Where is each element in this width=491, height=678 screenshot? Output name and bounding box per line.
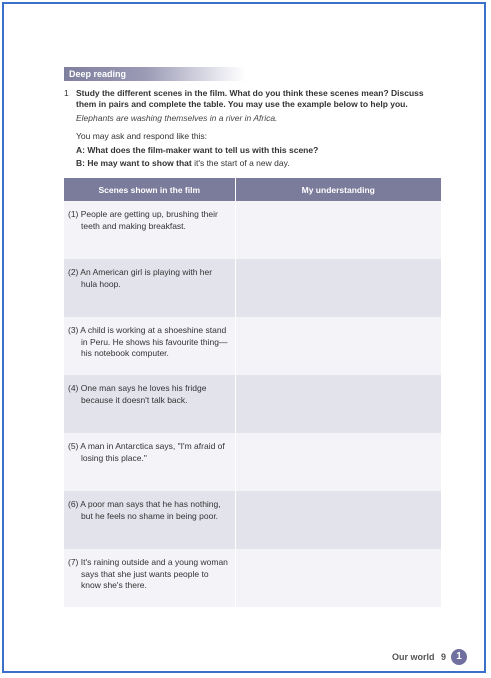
table-row	[64, 491, 441, 549]
scene-text: (3) A child is working at a shoeshine stand in Peru. He shows his favourite thing—his notebook computer.	[68, 325, 228, 358]
scene-cell	[64, 317, 235, 375]
unit-number-badge: 1	[451, 649, 467, 665]
dialogue-b-bold: B: He may want to show that	[76, 158, 192, 168]
table-row	[64, 259, 441, 317]
table-row	[64, 549, 441, 607]
scene-cell	[64, 201, 235, 259]
header-understanding: My understanding	[235, 178, 441, 201]
scenes-table	[64, 178, 441, 607]
understanding-cell[interactable]	[235, 259, 441, 317]
scene-text: (2) An American girl is playing with her hula hoop.	[68, 267, 213, 289]
scene-text: (7) It's raining outside and a young woman says that she just wants people to know she's there.	[68, 557, 228, 590]
scene-cell	[64, 375, 235, 433]
table-row	[64, 317, 441, 375]
table-row	[64, 433, 441, 491]
question-text: Study the different scenes in the film. What do you think these scenes mean? Discuss them in pairs and complete the table. You may use the example below to help you.	[76, 88, 424, 109]
understanding-cell[interactable]	[235, 491, 441, 549]
table-header-row	[64, 178, 441, 201]
scene-cell	[64, 491, 235, 549]
understanding-cell[interactable]	[235, 375, 441, 433]
question-example: Elephants are washing themselves in a river in Africa.	[76, 113, 278, 123]
understanding-cell[interactable]	[235, 317, 441, 375]
dialogue-intro: You may ask and respond like this:	[76, 131, 208, 141]
scene-text: (4) One man says he loves his fridge because it doesn't talk back.	[68, 383, 207, 405]
section-title: Deep reading	[69, 69, 127, 79]
understanding-cell[interactable]	[235, 549, 441, 607]
scene-text: (6) A poor man says that he has nothing, but he feels no shame in being poor.	[68, 499, 221, 521]
table-row	[64, 201, 441, 259]
dialogue-b-rest: it's the start of a new day.	[191, 158, 290, 168]
scene-cell	[64, 549, 235, 607]
scene-cell	[64, 433, 235, 491]
header-scenes: Scenes shown in the film	[64, 178, 235, 201]
footer-label: Our world	[392, 652, 435, 662]
page-number: 9	[441, 652, 447, 662]
understanding-cell[interactable]	[235, 201, 441, 259]
question-number: 1	[64, 88, 69, 98]
scene-cell	[64, 259, 235, 317]
understanding-cell[interactable]	[235, 433, 441, 491]
table-row	[64, 375, 441, 433]
scene-text: (1) People are getting up, brushing their teeth and making breakfast.	[68, 209, 218, 231]
dialogue-a: A: What does the film-maker want to tell us with this scene?	[76, 145, 319, 155]
dialogue-b	[76, 158, 290, 168]
scene-text: (5) A man in Antarctica says, "I'm afraid of losing this place."	[68, 441, 225, 463]
